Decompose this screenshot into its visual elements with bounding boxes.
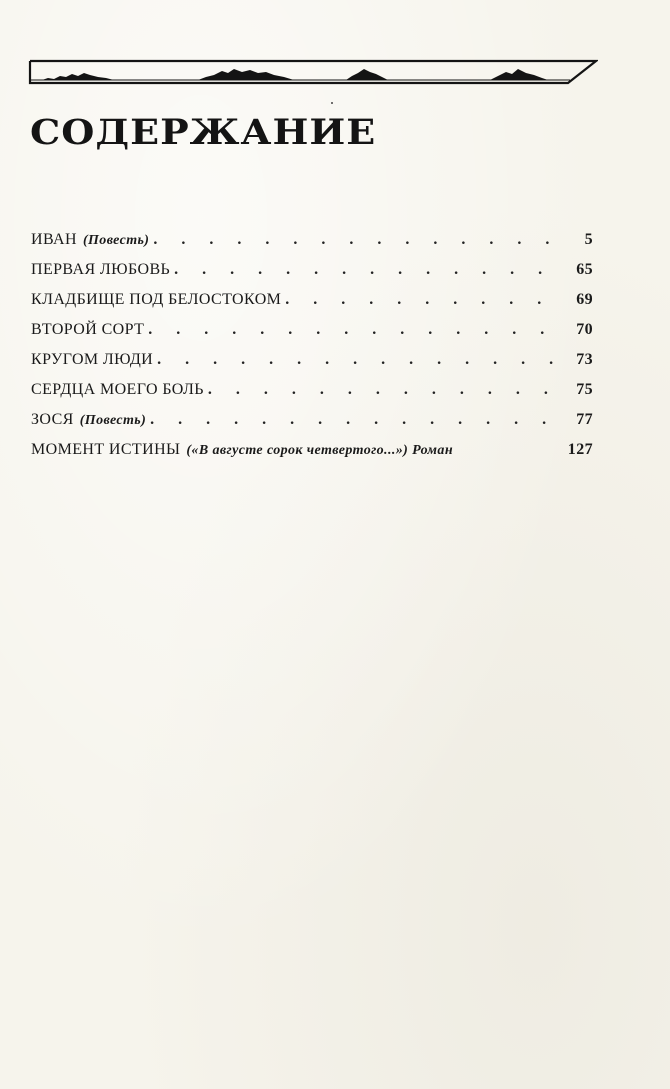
toc-entry-page: 75 <box>576 381 593 398</box>
toc-entry-page: 70 <box>576 321 593 338</box>
table-of-contents <box>31 231 593 471</box>
toc-entry-note: («В августе сорок четвертого...») Роман <box>186 443 453 458</box>
dot-leader <box>208 381 557 399</box>
toc-entry-title: КЛАДБИЩЕ ПОД БЕЛОСТОКОМ <box>31 291 282 308</box>
toc-entry-title: ИВАН (Повесть) <box>31 231 150 248</box>
toc-entry-page: 127 <box>567 441 593 458</box>
dot-leader <box>150 411 557 429</box>
toc-entry-note: (Повесть) <box>82 233 150 248</box>
dot-leader <box>285 291 557 309</box>
toc-entry-note: (Повесть) <box>79 413 147 428</box>
toc-entry[interactable] <box>31 291 593 321</box>
toc-entry[interactable] <box>31 411 593 441</box>
toc-entry-title: СЕРДЦА МОЕГО БОЛЬ <box>31 381 204 398</box>
toc-entry-page: 69 <box>576 291 593 308</box>
dot-leader <box>148 321 557 339</box>
toc-entry-title: ПЕРВАЯ ЛЮБОВЬ <box>31 261 171 278</box>
toc-entry[interactable] <box>31 321 593 351</box>
dot-leader <box>157 351 557 369</box>
toc-entry-title: ЗОСЯ (Повесть) <box>31 411 147 428</box>
toc-entry-title: КРУГОМ ЛЮДИ <box>31 351 154 368</box>
toc-entry-title: ВТОРОЙ СОРТ <box>31 321 145 338</box>
toc-entry-page: 73 <box>576 351 593 368</box>
toc-entry[interactable] <box>31 441 593 471</box>
ink-speck <box>331 102 333 104</box>
page-title: СОДЕРЖАНИЕ <box>30 111 377 152</box>
toc-entry[interactable] <box>31 231 593 261</box>
mountain-ornament-icon <box>28 55 598 87</box>
toc-entry[interactable] <box>31 261 593 291</box>
toc-entry-page: 77 <box>576 411 593 428</box>
dot-leader <box>153 231 557 249</box>
toc-entry-page: 5 <box>584 231 593 248</box>
toc-entry-title: МОМЕНТ ИСТИНЫ («В августе сорок четвертого...») Роман <box>31 441 453 458</box>
toc-entry-page: 65 <box>576 261 593 278</box>
toc-entry[interactable] <box>31 381 593 411</box>
dot-leader <box>174 261 557 279</box>
toc-entry[interactable] <box>31 351 593 381</box>
